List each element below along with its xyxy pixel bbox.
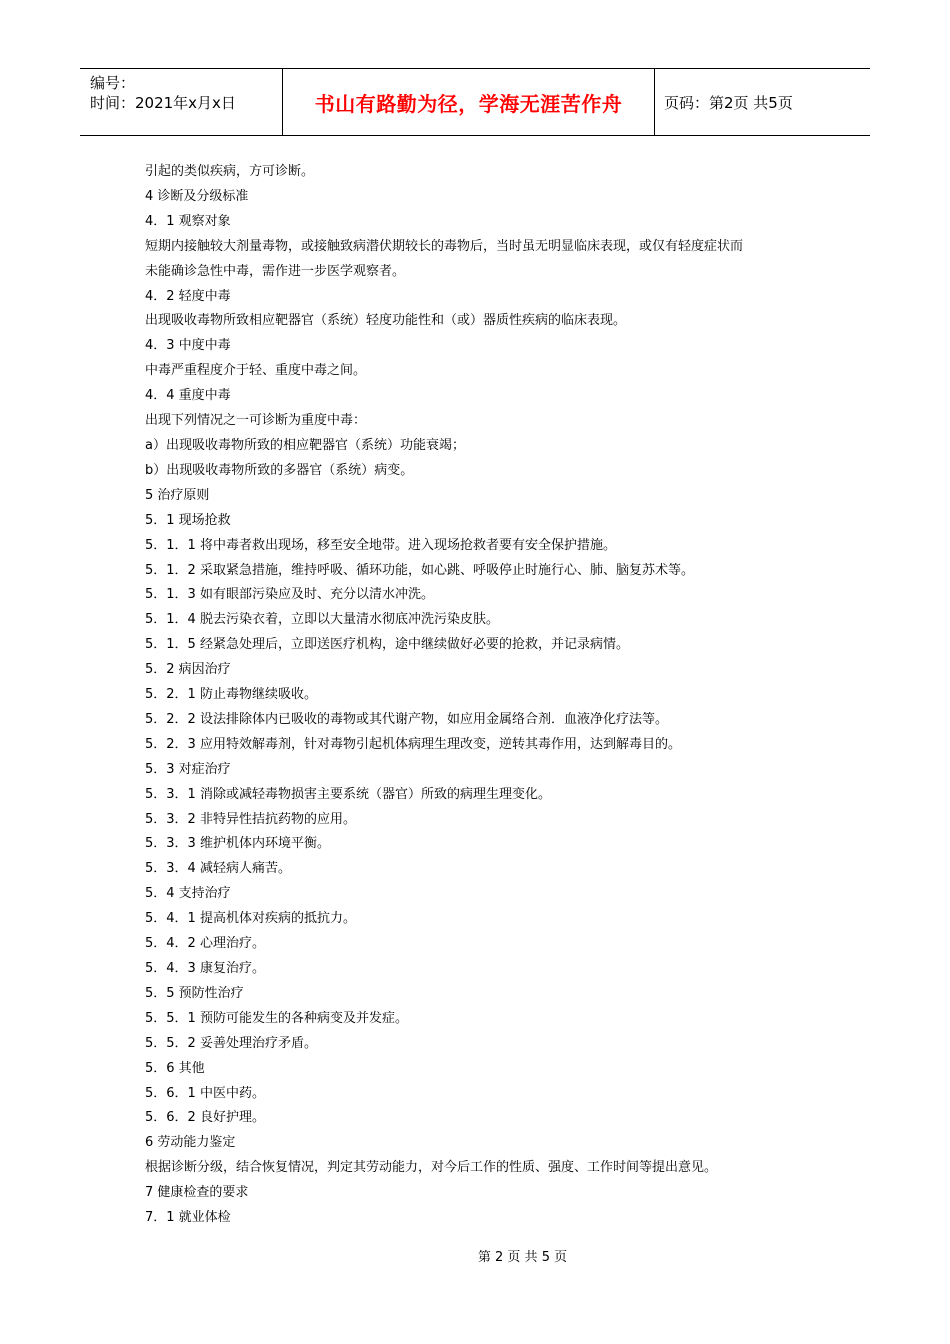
text-line: 5．1 现场抢救 [145,512,231,528]
text-line: 6 劳动能力鉴定 [145,1135,236,1151]
text-line: 4．2 轻度中毒 [145,288,231,304]
text-line: a）出现吸收毒物所致的相应靶器官（系统）功能衰竭； [145,437,465,453]
header-divider [654,69,655,135]
text-line: 5．3．1 消除或减轻毒物损害主要系统（器官）所致的病理生理变化。 [145,786,551,802]
document-body [145,160,835,1231]
text-line: 7 健康检查的要求 [145,1185,249,1201]
text-line: 5．6．1 中医中药。 [145,1085,265,1101]
text-line: 5 治疗原则 [145,487,210,503]
text-line: 中毒严重程度介于轻、重度中毒之间。 [145,363,367,379]
text-line: 5．2．1 防止毒物继续吸收。 [145,687,317,703]
page-header [80,68,870,136]
text-line: 5．4．1 提高机体对疾病的抵抗力。 [145,911,356,927]
code-label: 编号： [90,74,136,92]
text-line: 短期内接触较大剂量毒物，或接触致病潜伏期较长的毒物后，当时虽无明显临床表现，或仅有轻度症状而 [145,238,744,254]
text-line: 5．1．3 如有眼部污染应及时、充分以清水冲洗。 [145,587,434,603]
text-line: 5．3．3 维护机体内环境平衡。 [145,836,330,852]
text-line: 5．4．2 心理治疗。 [145,936,265,952]
text-line: 5．5．1 预防可能发生的各种病变及并发症。 [145,1010,408,1026]
text-line: 4．4 重度中毒 [145,388,231,404]
text-line: 4 诊断及分级标准 [145,188,249,204]
text-line: 5．6 其他 [145,1060,205,1076]
text-line: 7．1 就业体检 [145,1210,231,1226]
text-line: 5．4．3 康复治疗。 [145,961,265,976]
text-line: 5．1．4 脱去污染衣着，立即以大量清水彻底冲洗污染皮肤。 [145,612,499,628]
header-motto: 书山有路勤为径，学海无涯苦作舟 [314,91,623,116]
text-line: 5．1．1 将中毒者救出现场，移至安全地带。进入现场抢救者要有安全保护措施。 [145,537,616,553]
text-line: 5．1．2 采取紧急措施，维持呼吸、循环功能，如心跳、呼吸停止时施行心、肺、脑复苏术等。 [145,562,694,578]
page-footer [0,1246,950,1265]
text-line: 未能确诊急性中毒，需作进一步医学观察者。 [145,263,406,279]
text-line: 根据诊断分级，结合恢复情况，判定其劳动能力，对今后工作的性质、强度、工作时间等提出意见。 [145,1160,718,1176]
text-line: 5．3 对症治疗 [145,761,231,777]
text-line: 5．2 病因治疗 [145,662,231,678]
text-line: 出现吸收毒物所致相应靶器官（系统）轻度功能性和（或）器质性疾病的临床表现。 [145,313,627,329]
text-line: 5．3．4 减轻病人痛苦。 [145,861,291,877]
text-line: 4．1 观察对象 [145,213,231,229]
text-line: 5．3．2 非特异性拮抗药物的应用。 [145,811,356,827]
text-line: 5．1．5 经紧急处理后，立即送医疗机构，途中继续做好必要的抢救，并记录病情。 [145,637,629,653]
time-label: 时间：2021年x月x日 [90,94,236,112]
text-line: 5．5 预防性治疗 [145,985,244,1001]
text-line: 5．2．2 设法排除体内已吸收的毒物或其代谢产物，如应用金属络合剂．血液净化疗法等。 [145,711,668,727]
text-line: b）出现吸收毒物所致的多器官（系统）病变。 [145,462,414,478]
text-line: 5．2．3 应用特效解毒剂，针对毒物引起机体病理生理改变，逆转其毒作用，达到解毒目的。 [145,736,681,752]
header-page-label: 页码：第2页 共5页 [664,93,793,112]
text-line: 5．5．2 妥善处理治疗矛盾。 [145,1035,317,1051]
text-line: 5．6．2 良好护理。 [145,1110,265,1126]
text-line: 4．3 中度中毒 [145,338,231,354]
footer-page-number: 第 2 页 共 5 页 [477,1250,568,1265]
text-line: 出现下列情况之一可诊断为重度中毒： [145,413,367,429]
header-meta [90,73,236,113]
text-line: 引起的类似疾病，方可诊断。 [145,164,315,179]
text-line: 5．4 支持治疗 [145,886,231,902]
